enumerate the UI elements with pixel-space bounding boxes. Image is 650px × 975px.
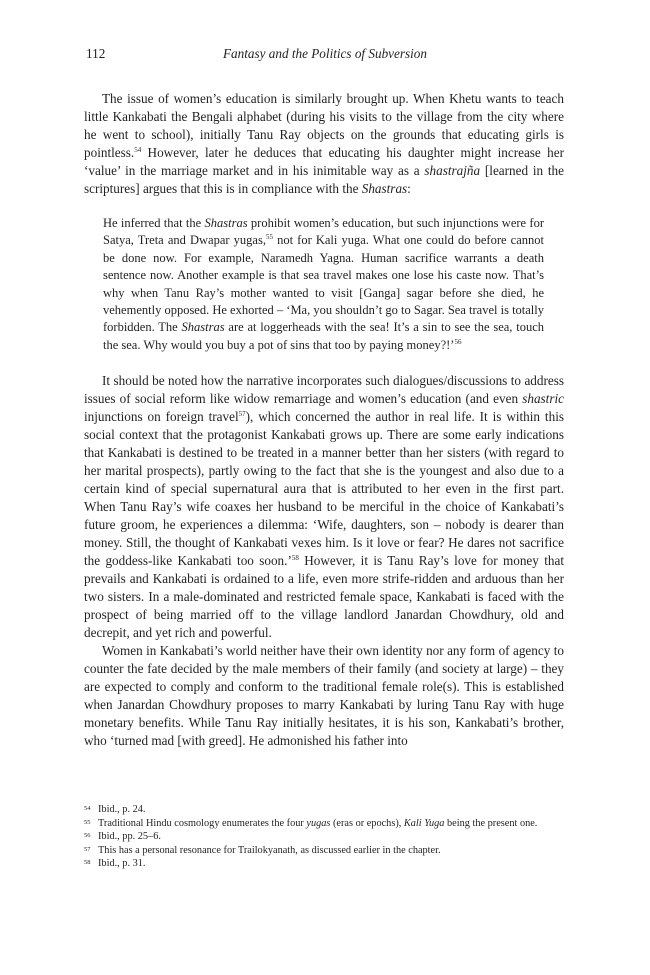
footnote-ref-54: 54 — [134, 146, 142, 154]
footnote-number: 58 — [84, 859, 91, 867]
footnote-55 — [84, 817, 564, 831]
footnote-text: Ibid., pp. 25–6. — [98, 831, 161, 843]
quote-text-1: He inferred that the — [103, 216, 205, 230]
paragraph-1 — [84, 90, 564, 198]
p1-text-3: [learned in the scriptures] argues that this is in compliance with the — [84, 163, 564, 196]
footnote-54 — [84, 803, 564, 817]
footnote-number: 57 — [84, 845, 91, 853]
footnote-ref-57: 57 — [238, 410, 246, 419]
p1-term-shastras: Shastras — [361, 181, 408, 196]
footnote-text: (eras or epochs), — [330, 817, 404, 829]
main-text — [84, 90, 564, 750]
p1-text-2: However, later he deduces that educating his daughter might increase her ‘value’ in the marriage market and in his inimitable way as a — [84, 145, 564, 178]
p2-text-3: ), which concerned the author in real life. It is within this social context that the protagonist Kankabati grows up. There are some early indications that Kankabati is destined to be treated in a manner better than her sisters (with regard to her marital prospects), partly owing to the fact that she is the youngest and also due to a certain kind of special supernatural aura that is attributed to her even in the first part. When Tanu Ray’s wife coaxes her husband to be merciful in the choice of Kankabati’s future groom, he experiences a dilemma: ‘Wife, daughters, son – nobody is dearer than money. Still, the thought of Kankabati vexes him. Is it love or fear? He dares not sacrifice the goddess-like Kankabati too soon.’ — [84, 409, 564, 569]
footnote-text: This has a personal resonance for Trailokyanath, as discussed earlier in the chapter. — [98, 844, 441, 856]
quote-text-2: prohibit women’s education, but such injunctions were for Satya, Treta and Dwapar yugas, — [103, 216, 544, 248]
footnote-number: 56 — [84, 832, 91, 840]
footnote-text: Ibid., p. 31. — [98, 858, 146, 870]
p1-term-shastrajna: shastrajña — [424, 163, 481, 178]
footnote-number: 55 — [84, 818, 91, 826]
p2-term-shastric: shastric — [522, 391, 564, 407]
block-quote — [103, 215, 544, 354]
paragraph-3 — [84, 642, 564, 750]
footnote-ref-58: 58 — [291, 554, 299, 563]
quote-text-3: not for Kali yuga. What one could do before cannot be done now. For example, Naramedh Yagna. Human sacrifice warrants a death sentence now. Another example is that sea travel makes one lose his caste now. That’s why when Tanu Ray’s mother wanted to visit [Ganga] sagar before she died, he vehemently opposed. He exhorted – ‘Ma, you shouldn’t go to Sagar. Sea travel is totally forbidden. The — [103, 233, 545, 335]
footnote-text: being the present one. — [444, 817, 538, 829]
page-number: 112 — [86, 46, 106, 61]
footnote-ref-56: 56 — [454, 337, 462, 346]
footnote-term-kali-yuga: Kali Yuga — [403, 817, 445, 829]
paragraph-2 — [84, 372, 564, 642]
footnote-number: 54 — [84, 805, 91, 812]
p1-text-1: The issue of women’s education is similarly brought up. When Khetu wants to teach little Kankabati the Bengali alphabet (during his visits to the village from the city where he went to school), initially Tanu Ray objects on the grounds that educating girls is pointless. — [84, 91, 564, 160]
footnote-text: Ibid., p. 24. — [98, 804, 146, 815]
quote-term-shastras-2: Shastras — [181, 320, 225, 335]
p3-text-1: Women in Kankabati’s world neither have their own identity nor any form of agency to counter the fate decided by the male members of their family (and society at large) – they are expected to comply and conform to the traditional female role(s). This is established when Janardan Chowdhury proposes to marry Kankabati by luring Tanu Ray with huge monetary benefits. While Tanu Ray initially hesitates, it is his son, Kankabati’s brother, who ‘turned mad [with greed]. He admonished his father into — [84, 643, 564, 749]
footnote-text: Traditional Hindu cosmology enumerates the four — [98, 817, 307, 829]
footnotes — [84, 803, 564, 871]
p2-text-4: However, it is Tanu Ray’s love for money that prevails and Kankabati is ordained to a life, even more strife-ridden and arduous than her two sisters. In a male-dominated and restricted female space, Kankabati is faced with the prospect of being married off to the village landlord Janardan Chowdhury, old and decrepit, and yet rich and powerful. — [84, 553, 564, 641]
footnote-56 — [84, 830, 564, 844]
p2-text-1: It should be noted how the narrative incorporates such dialogues/discussions to address issues of social reform like widow remarriage and women’s education (and even — [84, 373, 564, 407]
footnote-58 — [84, 857, 564, 871]
running-header — [86, 46, 564, 66]
footnote-term-yugas: yugas — [306, 817, 331, 829]
quote-term-shastras-1: Shastras — [204, 216, 248, 230]
footnote-ref-55: 55 — [265, 233, 273, 242]
footnote-57 — [84, 844, 564, 858]
quote-text-4: are at loggerheads with the sea! It’s a sin to see the sea, touch the sea. Why would you buy a pot of sins that too by paying money?!’ — [103, 320, 544, 352]
p2-text-2: injunctions on foreign travel — [84, 409, 239, 425]
p1-text-4: : — [407, 181, 411, 196]
running-title: Fantasy and the Politics of Subversion — [222, 46, 427, 61]
